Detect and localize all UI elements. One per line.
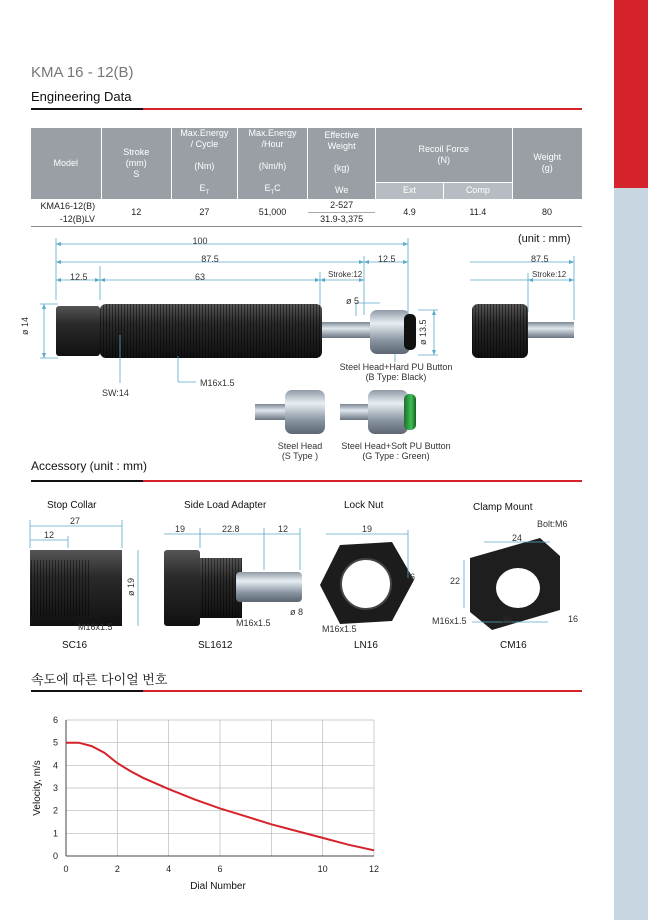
unit-label: (unit : mm)	[518, 233, 571, 245]
page-subtitle: Engineering Data	[31, 89, 132, 104]
y-tick-label: 2	[52, 805, 58, 816]
accessory-name: Stop Collar	[47, 500, 97, 511]
chart-grid	[66, 720, 374, 856]
accessory-code: SC16	[62, 640, 88, 651]
x-tick-label: 10	[317, 864, 328, 874]
th-energy-cycle: Max.Energy / Cycle (Nm) $E_T$	[171, 128, 237, 199]
head-b-label: Steel Head+Hard PU Button (B Type: Black)	[339, 362, 453, 382]
ln-dim: 19	[362, 524, 373, 534]
thread-label: M16x1.5	[200, 378, 235, 388]
x-tick-label: 4	[166, 864, 172, 874]
dim-stroke-b: Stroke:12	[532, 270, 567, 279]
cm-dim: 36	[502, 615, 513, 625]
th-model: Model	[31, 128, 101, 199]
accessory-title: Accessory (unit : mm)	[31, 459, 148, 473]
table-row: -12(B)LV 31.9-3,375	[31, 212, 582, 226]
y-tick-label: 5	[52, 737, 58, 748]
sl-dim: ø 8	[290, 607, 304, 617]
page-title: KMA 16 - 12(B)	[31, 64, 134, 81]
th-effective-weight: Effective Weight (kg) We	[308, 128, 376, 199]
accessory-name: Clamp Mount	[473, 502, 533, 513]
dim-100: 100	[192, 236, 208, 246]
sc-dim: 27	[70, 516, 81, 526]
y-tick-label: 0	[52, 851, 58, 861]
dim-87-5: 87.5	[201, 254, 219, 264]
th-stroke: Stroke (mm) S	[101, 128, 171, 199]
th-comp: Comp	[444, 182, 512, 199]
sc-dim: ø 19	[126, 577, 136, 596]
dim-phi13-5: ø 13.5	[418, 319, 428, 345]
chart-xlabel: Dial Number	[190, 881, 246, 892]
sc-dim: 12	[44, 530, 55, 540]
sl-dim: 19	[175, 524, 186, 534]
table-row: KMA16-12(B) 12 27 51,000 2-527 4.9 11.4 80	[31, 199, 582, 213]
y-tick-label: 6	[52, 715, 58, 725]
ln-dim: 6	[410, 572, 416, 582]
head-g-label: Steel Head+Soft PU Button (G Type : Green)	[341, 441, 451, 461]
sl-dim: 12	[278, 524, 289, 534]
cm-dim: M16x1.5	[432, 616, 467, 626]
th-weight: Weight (g)	[512, 128, 582, 199]
x-tick-label: 0	[63, 864, 69, 874]
sl-dim: 22.8	[222, 524, 240, 534]
accessory-name: Lock Nut	[344, 500, 384, 511]
accessory-code: CM16	[500, 640, 527, 651]
th-ext: Ext	[375, 182, 443, 199]
head-s-label: Steel Head (S Type )	[277, 441, 323, 461]
dim-phi5: ø 5	[346, 296, 360, 306]
x-tick-label: 2	[114, 864, 120, 874]
chart-ylabel: Velocity, m/s	[32, 760, 43, 816]
y-tick-label: 1	[52, 828, 58, 839]
cm-dim: 22	[450, 576, 461, 586]
accessory-name: Side Load Adapter	[184, 500, 267, 511]
accessory-code: SL1612	[198, 640, 233, 651]
dim-63: 63	[194, 272, 205, 282]
cm-dim: Bolt:M6	[537, 519, 568, 529]
cm-dim: 24	[512, 533, 523, 543]
dim-12-5-b: 12.5	[378, 254, 396, 264]
th-recoil-force: Recoil Force (N)	[375, 128, 512, 182]
dim-phi14: ø 14	[20, 316, 30, 335]
dim-stroke: Stroke:12	[328, 270, 363, 279]
sw-label: SW:14	[102, 388, 129, 398]
y-tick-label: 3	[52, 783, 58, 793]
cm-dim: 16	[568, 614, 579, 624]
th-energy-hour: Max.Energy /Hour (Nm/h) $E_TC$	[237, 128, 308, 199]
accessory-code: LN16	[354, 640, 378, 651]
sl-dim: M16x1.5	[236, 618, 271, 628]
x-tick-label: 12	[368, 864, 380, 874]
y-tick-label: 4	[52, 760, 58, 771]
ln-dim: M16x1.5	[322, 624, 357, 634]
dim-87-5-b: 87.5	[531, 254, 549, 264]
x-tick-label: 6	[217, 864, 223, 874]
velocity-title: 속도에 따른 다이얼 번호	[31, 672, 168, 687]
dim-12-5: 12.5	[70, 272, 88, 282]
sc-dim: M16x1.5	[78, 622, 113, 632]
